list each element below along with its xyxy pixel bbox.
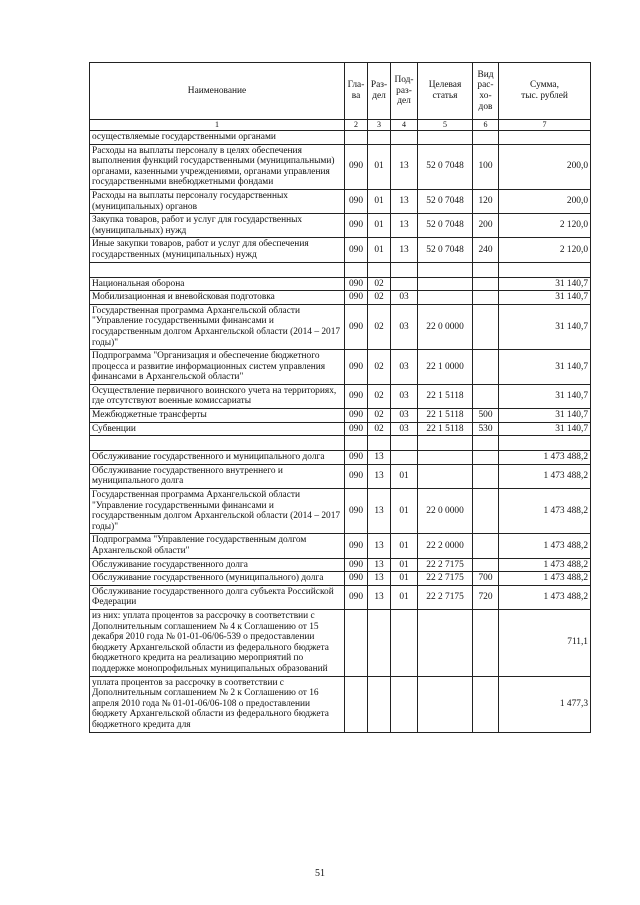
header-stat [418,63,473,120]
cell-glava: 090 [345,572,368,586]
cell-podrazdel: 03 [391,422,418,436]
cell-sum: 2 120,0 [499,238,591,262]
empty-cell [345,609,368,676]
cell-vid [473,558,499,572]
cell-podrazdel: 03 [391,304,418,349]
cell-glava: 090 [345,489,368,534]
cell-name: Государственная программа Архангельской области "Управление государственными финансами и государственным долгом Архангельской области (2014 – 2017 годы)" [90,489,345,534]
cell-sum: 2 120,0 [499,214,591,238]
cell-sum: 31 140,7 [499,304,591,349]
header-stat-text: Целевая статья [428,80,462,101]
cell-glava [345,131,368,145]
header-sum-text: Сумма, тыс. рублей [521,80,568,101]
col-number: 1 [90,120,345,131]
document-page [89,62,590,733]
col-number: 5 [418,120,473,131]
cell-sum [499,131,591,145]
empty-cell [345,262,368,277]
header-razdel-text: Раз- дел [370,80,388,101]
empty-cell [345,436,368,451]
cell-sum: 1 473 488,2 [499,464,591,488]
cell-name: Государственная программа Архангельской области "Управление государственными финансами и государственным долгом Архангельской области (2014 – 2017 годы)" [90,304,345,349]
cell-stat: 52 0 7048 [418,144,473,189]
cell-stat: 22 0 0000 [418,489,473,534]
cell-name: осуществляемые государственными органами [90,131,345,145]
note-text: уплата процентов за рассрочку в соответствии с Дополнительным соглашением № 2 к Соглашению от 16 апреля 2010 года № 01-01-06/06-108 о предоставлении бюджету Архангельской области из федерального бюджета бюджетного кредита для [90,676,345,732]
cell-podrazdel: 13 [391,238,418,262]
empty-cell [418,676,473,732]
cell-name: Подпрограмма "Управление государственным долгом Архангельской области" [90,534,345,558]
spacer-row [90,262,591,277]
empty-cell [391,262,418,277]
cell-name: Закупка товаров, работ и услуг для государственных (муниципальных) нужд [90,214,345,238]
cell-name: Мобилизационная и вневойсковая подготовка [90,291,345,305]
cell-name: Иные закупки товаров, работ и услуг для обеспечения государственных (муниципальных) нужд [90,238,345,262]
cell-podrazdel: 01 [391,534,418,558]
header-name [90,63,345,120]
cell-podrazdel: 13 [391,189,418,213]
cell-stat [418,277,473,291]
cell-name: Обслуживание государственного (муниципального) долга [90,572,345,586]
cell-name: Расходы на выплаты персоналу в целях обеспечения выполнения функций государственными (муниципальными) органами, казенными учреждениями, органами управления государственными внебюджетными фондами [90,144,345,189]
cell-razdel: 01 [368,144,391,189]
header-vid-text: Вид рас- хо- дов [477,69,494,112]
cell-glava: 090 [345,304,368,349]
cell-glava: 090 [345,277,368,291]
cell-stat [418,464,473,488]
cell-sum: 200,0 [499,189,591,213]
header-row [90,63,591,120]
table-row [90,189,591,213]
cell-vid: 720 [473,585,499,609]
cell-sum: 31 140,7 [499,350,591,385]
empty-cell [368,436,391,451]
cell-name: Расходы на выплаты персоналу государственных (муниципальных) органов [90,189,345,213]
cell-stat: 22 0 0000 [418,304,473,349]
cell-razdel: 02 [368,291,391,305]
cell-stat: 22 1 5118 [418,384,473,408]
spacer-row [90,436,591,451]
cell-razdel [368,131,391,145]
empty-cell [368,676,391,732]
cell-razdel: 13 [368,558,391,572]
cell-vid [473,131,499,145]
cell-name: Межбюджетные трансферты [90,409,345,423]
cell-name: Обслуживание государственного долга [90,558,345,572]
cell-glava: 090 [345,464,368,488]
col-number: 2 [345,120,368,131]
header-podrazdel [391,63,418,120]
table-row [90,422,591,436]
cell-sum: 31 140,7 [499,409,591,423]
cell-glava: 090 [345,189,368,213]
cell-glava: 090 [345,409,368,423]
cell-glava: 090 [345,422,368,436]
cell-stat: 52 0 7048 [418,214,473,238]
cell-sum: 1 477,3 [499,676,591,732]
cell-vid: 500 [473,409,499,423]
cell-vid: 120 [473,189,499,213]
cell-stat: 22 2 0000 [418,534,473,558]
cell-sum: 200,0 [499,144,591,189]
col-number: 4 [391,120,418,131]
cell-vid [473,350,499,385]
cell-podrazdel: 13 [391,214,418,238]
cell-sum: 1 473 488,2 [499,558,591,572]
note-row [90,676,591,732]
cell-stat: 22 1 0000 [418,350,473,385]
cell-razdel: 02 [368,409,391,423]
cell-podrazdel: 03 [391,291,418,305]
cell-stat [418,291,473,305]
cell-name: Обслуживание государственного долга субъекта Российской Федерации [90,585,345,609]
cell-sum: 31 140,7 [499,291,591,305]
page-number: 51 [315,868,325,879]
cell-razdel: 01 [368,189,391,213]
cell-sum: 31 140,7 [499,277,591,291]
cell-stat [418,451,473,465]
table-row [90,350,591,385]
budget-table [89,62,591,733]
table-row [90,304,591,349]
table-row [90,131,591,145]
cell-name: Обслуживание государственного и муниципального долга [90,451,345,465]
cell-razdel: 02 [368,384,391,408]
cell-vid: 100 [473,144,499,189]
cell-podrazdel: 03 [391,384,418,408]
col-number: 6 [473,120,499,131]
empty-cell [418,609,473,676]
cell-glava: 090 [345,144,368,189]
table-body [90,131,591,733]
cell-podrazdel [391,131,418,145]
empty-cell [473,609,499,676]
cell-glava: 090 [345,585,368,609]
col-number: 3 [368,120,391,131]
empty-cell [473,436,499,451]
cell-vid: 240 [473,238,499,262]
empty-cell [90,262,345,277]
cell-name: Субвенции [90,422,345,436]
table-row [90,144,591,189]
empty-cell [418,436,473,451]
cell-glava: 090 [345,451,368,465]
cell-sum: 31 140,7 [499,422,591,436]
cell-glava: 090 [345,384,368,408]
cell-podrazdel: 13 [391,144,418,189]
header-sum [499,63,591,120]
cell-razdel: 13 [368,572,391,586]
cell-podrazdel: 01 [391,489,418,534]
header-podrazdel-text: Под- раз- дел [394,75,414,107]
cell-glava: 090 [345,350,368,385]
cell-podrazdel: 01 [391,558,418,572]
cell-vid [473,384,499,408]
cell-stat [418,131,473,145]
cell-podrazdel: 03 [391,350,418,385]
header-razdel [368,63,391,120]
cell-stat: 22 2 7175 [418,585,473,609]
cell-vid: 530 [473,422,499,436]
empty-cell [391,436,418,451]
cell-glava: 090 [345,291,368,305]
table-row [90,534,591,558]
cell-stat: 22 2 7175 [418,558,473,572]
cell-name: Подпрограмма "Организация и обеспечение бюджетного процесса и развитие информационных систем управления финансами в Архангельской области" [90,350,345,385]
cell-razdel: 01 [368,214,391,238]
cell-podrazdel [391,451,418,465]
cell-stat: 52 0 7048 [418,189,473,213]
table-row [90,291,591,305]
cell-stat: 22 2 7175 [418,572,473,586]
cell-stat: 52 0 7048 [418,238,473,262]
table-row [90,558,591,572]
cell-vid [473,489,499,534]
cell-razdel: 13 [368,585,391,609]
header-glava-text: Гла- ва [347,80,365,101]
table-row [90,238,591,262]
cell-vid [473,304,499,349]
cell-razdel: 02 [368,422,391,436]
table-row [90,277,591,291]
cell-vid: 200 [473,214,499,238]
cell-vid [473,277,499,291]
empty-cell [345,676,368,732]
cell-sum: 1 473 488,2 [499,489,591,534]
empty-cell [368,262,391,277]
cell-podrazdel: 03 [391,409,418,423]
empty-cell [473,262,499,277]
cell-vid [473,464,499,488]
note-row [90,609,591,676]
cell-glava: 090 [345,534,368,558]
empty-cell [391,676,418,732]
cell-name: Национальная оборона [90,277,345,291]
header-name-text: Наименование [187,85,247,96]
cell-name: Обслуживание государственного внутреннего и муниципального долга [90,464,345,488]
cell-razdel: 13 [368,464,391,488]
cell-podrazdel [391,277,418,291]
cell-sum: 1 473 488,2 [499,534,591,558]
cell-name: Осуществление первичного воинского учета на территориях, где отсутствуют военные комиссариаты [90,384,345,408]
empty-cell [418,262,473,277]
header-glava [345,63,368,120]
header-vid [473,63,499,120]
table-row [90,384,591,408]
empty-cell [90,436,345,451]
cell-razdel: 13 [368,489,391,534]
cell-razdel: 13 [368,451,391,465]
cell-vid [473,291,499,305]
cell-razdel: 02 [368,277,391,291]
cell-podrazdel: 01 [391,585,418,609]
table-row [90,409,591,423]
empty-cell [368,609,391,676]
cell-razdel: 02 [368,304,391,349]
cell-sum: 1 473 488,2 [499,585,591,609]
note-text: из них: уплата процентов за рассрочку в соответствии с Дополнительным соглашением № 4 к Соглашению от 15 декабря 2010 года № 01-01-06/06-539 о предоставлении бюджету Архангельской области из федерального бюджета бюджетного кредита на реализацию мероприятий по поддержке монопрофильных муниципальных образований [90,609,345,676]
table-row [90,464,591,488]
cell-razdel: 01 [368,238,391,262]
cell-razdel: 13 [368,534,391,558]
table-row [90,489,591,534]
cell-vid [473,534,499,558]
cell-glava: 090 [345,558,368,572]
empty-cell [473,676,499,732]
cell-glava: 090 [345,238,368,262]
table-row [90,214,591,238]
cell-razdel: 02 [368,350,391,385]
cell-podrazdel: 01 [391,464,418,488]
cell-sum: 1 473 488,2 [499,451,591,465]
cell-sum: 711,1 [499,609,591,676]
cell-glava: 090 [345,214,368,238]
table-row [90,585,591,609]
empty-cell [499,436,591,451]
cell-vid [473,451,499,465]
table-row [90,451,591,465]
cell-sum: 1 473 488,2 [499,572,591,586]
table-row [90,572,591,586]
empty-cell [391,609,418,676]
col-number: 7 [499,120,591,131]
column-number-row [90,120,591,131]
cell-stat: 22 1 5118 [418,409,473,423]
cell-stat: 22 1 5118 [418,422,473,436]
cell-podrazdel: 01 [391,572,418,586]
cell-vid: 700 [473,572,499,586]
cell-sum: 31 140,7 [499,384,591,408]
empty-cell [499,262,591,277]
